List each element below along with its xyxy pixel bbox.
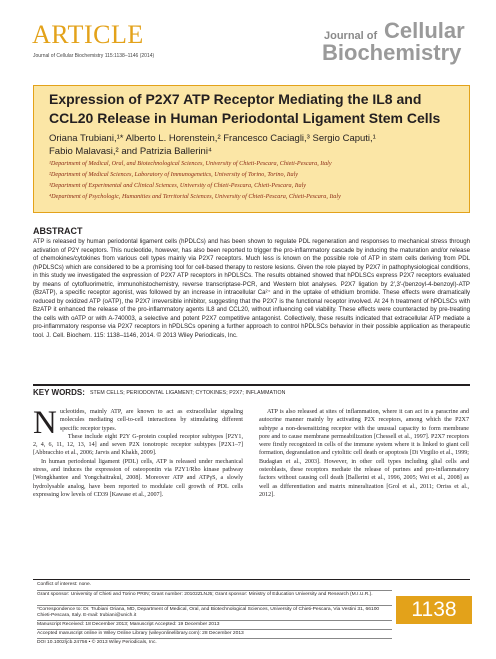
journal-name-prefix: Journal of	[324, 30, 378, 42]
body-column-left	[33, 405, 243, 499]
journal-name-word2: Biochemistry	[322, 40, 462, 65]
authors-line-1: Oriana Trubiani,¹* Alberto L. Horenstein,² Francesco Caciagli,³ Sergio Caputi,¹	[49, 133, 376, 144]
journal-citation: Journal of Cellular Biochemistry 115:1138–1146 (2014)	[33, 53, 155, 59]
affiliation-4: ⁴Department of Psychologic, Humanities and Territorial Sciences, University of Chieti-Pescara, Chieti-Pescara, Italy	[49, 193, 341, 200]
online-date: Accepted manuscript online in Wiley Online Library (wileyonlinelibrary.com): 28 December 2013	[37, 631, 244, 636]
authors-line-2: Fabio Malavasi,² and Patrizia Ballerini⁴	[49, 146, 213, 157]
abstract-body: ATP is released by human periodontal ligament cells (hPDLCs) and has been shown to regulate PDL regeneration and responses to mechanical stress through activation of P2Y receptors. This nucleotide, however, has also been reported to trigger the pro-inflammatory cascade by inducing the maturation and/or release of chemokines/cytokines from various cell types mainly via P2X7 receptors. Much less is known on the possible role of ATP in stem cells deriving from PDL (hPDLSCs) which are considered to be a promising tool for cell-based therapy to restore lesions. Given the role played by P2X7 in pathophysiological conditions, in this study we investigated the expression of P2X7 ATP receptors in hPDLSCs. The results obtained showed that hPDLSCs express P2X7 receptors evaluated by means of cytofluorimetric, immunohistochemistry, reverse transcriptase-PCR, and Western blot analyses. P2X7 ligation by 2′,3′-(benzoyl-4-benzoyl)-ATP (BzATP), a specific receptor agonist, was followed by an increase in intracellular Ca²⁺ and in the uptake of ethidium bromide. These effects were dramatically reduced by oxidized ATP (oATP), the P2X7 irreversible inhibitor, suggesting that the P2X7 is the functional receptor involved. At 24 h treatment of hPDLSCs with BzATP it enhanced the release of the pro-inflammatory agents IL8 and CCL20, without influencing cell viability. These effects were counteracted by pre-treating the cells with oATP or with A-740003, a selective and potent P2X7 competitive antagonist. Collectively, these results indicated that extracellular ATP mediate a pro-inflammatory response via P2X7 receptors in hPDLSCs opening a further approach to control hPDLSCs behavior in their possible application as therapeutic tool. J. Cell. Biochem. 115: 1138–1146, 2014. © 2013 Wiley Periodicals, Inc.	[33, 238, 470, 340]
page-number: 1138	[411, 598, 457, 621]
body-column-right	[259, 408, 469, 499]
article-type-label: ARTICLE	[32, 20, 144, 49]
conflict-statement: Conflict of interest: none.	[37, 582, 92, 587]
body-paragraph: In human periodontal ligament (PDL) cells, ATP is released under mechanical stress, and induces the expression of osteopontin via P2Y1/Rho kinase pathway [Wongkhantee and Yongchaitrakul, 2008]. Moreover ATP and ATPγS, a slowly hydrolysable analog, have been reported to modulate cell growth of PDL cells expressing low levels of CD39 [Kawase et al., 2007].	[33, 458, 243, 498]
journal-name-word1: Cellular	[384, 18, 465, 43]
keywords-label: KEY WORDS:	[33, 388, 85, 397]
affiliation-2: ²Department of Medical Sciences, Laboratory of Immunogenetics, University of Torino, Torino, Italy	[49, 171, 299, 178]
correspondence: *Correspondence to: Dr. Trubiani Oriana, MD, Department of Medical, Oral, and Biotechnological Sciences, University of Chieti-Pescara, Via Vestini 31, 66100 Chieti-Pescara, Italy. E-mail: trubiani@unich.it	[37, 607, 380, 618]
grant-statement: Grant sponsor: University of Chieti and Torino PRIN; Grant number: 20102ZLNJ5; Grant sponsor: Ministry of Education University and Research (M.I.U.R.).	[37, 592, 373, 597]
drop-cap: N	[33, 405, 57, 441]
affiliation-3: ³Department of Experimental and Clinical Sciences, University of Chieti-Pescara, Chieti-Pescara, Italy	[49, 182, 307, 189]
footer-rule	[37, 620, 392, 621]
doi-copyright: DOI 10.1002/jcb.24756 • © 2013 Wiley Periodicals, Inc.	[37, 640, 157, 645]
footer-rule	[37, 629, 392, 630]
manuscript-dates: Manuscript Received: 18 December 2013; Manuscript Accepted: 19 December 2013	[37, 622, 220, 627]
paper-title: Expression of P2X7 ATP Receptor Mediating the IL8 and CCL20 Release in Human Periodontal Ligament Stem Cells	[49, 91, 441, 126]
body-paragraph: ATP is also released at sites of inflammation, where it can act in a paracrine and autocrine manner mainly by activating P2X receptors, among which the P2X7 subtype a non-desensitizing receptor with the unusual capacity to form membrane pore and to cause membrane permeabilization [Chessell et al., 1997]. P2X7 receptors were firstly recognized in cells of the immune system where it is linked to giant cell formation, degranulation and cytolitic cell death or apoptosis [Di Virgilio et al., 1999; Budagian et al., 2003]. However, in other cell types including glial cells and osteoblasts, these receptors mediate the release of purines and pro-inflammatory factors without causing cell death [Ballerini et al., 1996, 2005; Wei et al., 2008] as well as differentiation and matrix mineralization [Grol et al., 2011; Orriss et al., 2012].	[259, 409, 469, 498]
footer-rule	[37, 638, 392, 639]
body-paragraph-text: ucleotides, mainly ATP, are known to act as extracellular signaling molecules mediating cell-to-cell interactions by stimulating different specific receptor types.	[59, 409, 243, 432]
footer-rule	[37, 605, 392, 606]
affiliation-1: ¹Department of Medical, Oral, and Biotechnological Sciences, University of Chieti-Pescara, Chieti-Pescara, Italy	[49, 160, 332, 167]
footer-rule	[37, 590, 392, 591]
body-paragraph	[33, 405, 243, 441]
abstract-heading: ABSTRACT	[33, 226, 83, 236]
body-paragraph: These include eight P2Y G-protein coupled receptor subtypes [P2Y1, 2, 4, 6, 11, 12, 13, 14] and seven P2X ionotropic receptor subtypes [P2X1–7] [Abbracchio et al., 2006; Jarvis and Khakh, 2009].	[33, 433, 243, 457]
abstract-divider	[33, 384, 470, 386]
keywords-list: STEM CELLS; PERIODONTAL LIGAMENT; CYTOKINES; P2X7; INFLAMMATION	[90, 390, 286, 396]
